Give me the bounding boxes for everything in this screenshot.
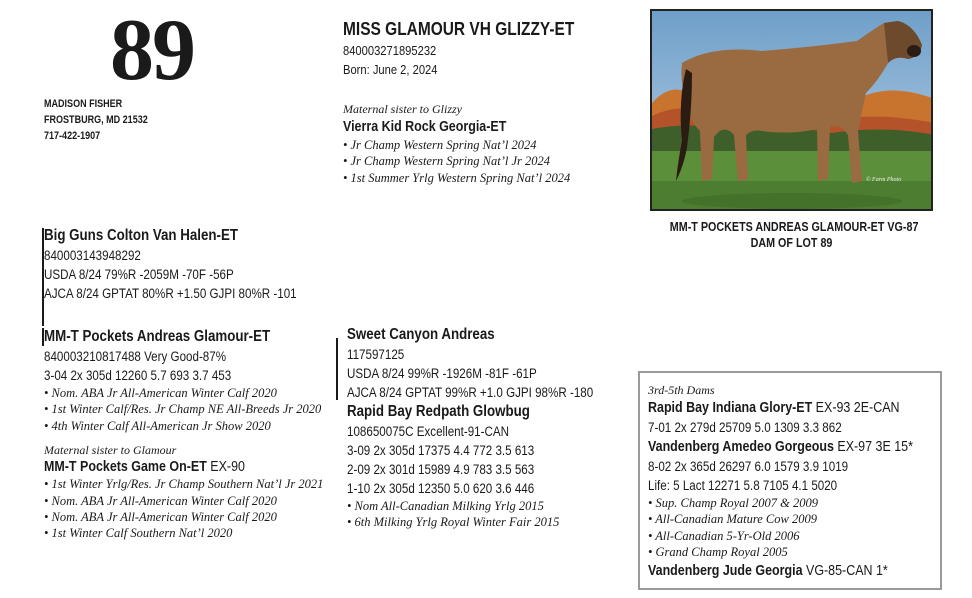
animal-born: Born: June 2, 2024 <box>343 62 438 77</box>
dam-sister-class: EX-90 <box>206 459 245 476</box>
dam-record: 3-04 2x 305d 12260 5.7 693 3.7 453 <box>44 368 232 383</box>
grandsire-reg: 117597125 <box>347 347 405 362</box>
animal-header <box>343 18 612 79</box>
achievement-line: • 4th Winter Calf All-American Jr Show 2020 <box>44 418 271 433</box>
achievement-line: • Jr Champ Western Spring Nat’l 2024 <box>343 138 537 152</box>
granddam-record: 2-09 2x 301d 15989 4.9 783 3.5 563 <box>347 462 535 477</box>
maternal-bracket-line <box>336 338 338 400</box>
dam-sister-title <box>44 458 284 476</box>
sire-name: Big Guns Colton Van Halen-ET <box>44 227 239 244</box>
dam3-record: 7-01 2x 279d 25709 5.0 1309 3.3 862 <box>648 420 842 435</box>
sire-block <box>44 226 338 303</box>
cow-photo-illustration <box>652 11 933 211</box>
achievement-line: • 1st Winter Calf/Res. Jr Champ NE All-Breeds Jr 2020 <box>44 402 322 417</box>
granddam-record: 1-10 2x 305d 12350 5.0 620 3.6 446 <box>347 481 535 496</box>
maternal-sister-name: Vierra Kid Rock Georgia-ET <box>343 119 507 135</box>
dams-box <box>638 371 942 590</box>
grandsire-ajca-line: AJCA 8/24 GPTAT 99%R +1.0 GJPI 98%R -180 <box>347 385 594 400</box>
dam5-class: VG-85-CAN 1* <box>802 562 888 579</box>
dam-photo <box>650 9 933 211</box>
animal-name: MISS GLAMOUR VH GLIZZY-ET <box>343 19 575 39</box>
consignor-name: MADISON FISHER <box>44 98 123 110</box>
photo-watermark: © Farm Photo <box>866 177 902 183</box>
sire-usda-line: USDA 8/24 79%R -2059M -70F -56P <box>44 267 234 282</box>
dam3-class: EX-93 2E-CAN <box>812 400 900 416</box>
achievement-line: • 1st Winter Calf Southern Nat’l 2020 <box>44 526 233 541</box>
consignor-info <box>44 96 171 144</box>
achievement-line: • Sup. Champ Royal 2007 & 2009 <box>648 496 818 510</box>
grandsire-usda-line: USDA 8/24 99%R -1926M -81F -61P <box>347 366 537 381</box>
granddam-name: Rapid Bay Redpath Glowbug <box>347 403 530 420</box>
achievement-line: • Nom. ABA Jr All-American Winter Calf 2020 <box>44 493 277 508</box>
achievement-line: • Jr Champ Western Spring Nat’l Jr 2024 <box>343 154 551 169</box>
maternal-sister-note: Maternal sister to Glizzy <box>343 102 462 116</box>
dam-sister-note: Maternal sister to Glamour <box>44 443 177 458</box>
dam4-class: EX-97 3E 15* <box>833 439 913 455</box>
dam5-title <box>648 561 913 581</box>
achievement-line: • Nom All-Canadian Milking Yrlg 2015 <box>347 499 544 513</box>
achievement-line: • All-Canadian 5-Yr-Old 2006 <box>648 528 800 543</box>
granddam-record: 3-09 2x 305d 17375 4.4 772 3.5 613 <box>347 443 535 458</box>
achievement-line: • All-Canadian Mature Cow 2009 <box>648 512 817 527</box>
dam-sister-name: MM-T Pockets Game On-ET <box>44 459 207 476</box>
dam3-name: Rapid Bay Indiana Glory-ET <box>648 400 813 416</box>
photo-caption-line1: MM-T POCKETS ANDREAS GLAMOUR-ET VG-87 <box>669 220 919 234</box>
dams-box-title: 3rd-5th Dams <box>648 383 715 397</box>
granddam-reg: 108650075C Excellent-91-CAN <box>347 424 510 439</box>
dam3-title <box>648 398 913 418</box>
dam4-name: Vandenberg Amedeo Gorgeous <box>648 439 834 455</box>
consignor-city: FROSTBURG, MD 21532 <box>44 114 148 126</box>
dam-block <box>44 327 323 542</box>
dam-reg: 840003210817488 Very Good-87% <box>44 349 227 364</box>
maternal-sister-block <box>343 101 570 186</box>
sire-reg: 840003143948292 <box>44 248 141 263</box>
achievement-line: • 1st Summer Yrlg Western Spring Nat’l 2024 <box>343 170 571 185</box>
dam4-title <box>648 437 913 457</box>
animal-reg: 840003271895232 <box>343 43 437 58</box>
achievement-line: • Grand Champ Royal 2005 <box>648 545 788 560</box>
dam-name: MM-T Pockets Andreas Glamour-ET <box>44 328 271 345</box>
consignor-phone: 717-422-1907 <box>44 130 101 142</box>
achievement-line: • 6th Milking Yrlg Royal Winter Fair 2015 <box>347 515 560 530</box>
achievement-line: • Nom. ABA Jr All-American Winter Calf 2020 <box>44 386 277 400</box>
dam5-name: Vandenberg Jude Georgia <box>648 562 803 579</box>
dam4-life: Life: 5 Lact 12271 5.8 7105 4.1 5020 <box>648 478 838 493</box>
photo-caption-line2: DAM OF LOT 89 <box>750 236 833 250</box>
achievement-line: • Nom. ABA Jr All-American Winter Calf 2020 <box>44 510 277 525</box>
photo-caption <box>650 219 933 251</box>
sire-ajca-line: AJCA 8/24 GPTAT 80%R +1.50 GJPI 80%R -101 <box>44 286 297 301</box>
maternal-grandparents-block <box>347 325 633 531</box>
achievement-line: • 1st Winter Yrlg/Res. Jr Champ Southern Nat’l Jr 2021 <box>44 477 324 492</box>
lot-number: 89 <box>110 2 194 99</box>
dam4-record: 8-02 2x 365d 26297 6.0 1579 3.9 1019 <box>648 459 849 474</box>
grandsire-name: Sweet Canyon Andreas <box>347 326 495 343</box>
